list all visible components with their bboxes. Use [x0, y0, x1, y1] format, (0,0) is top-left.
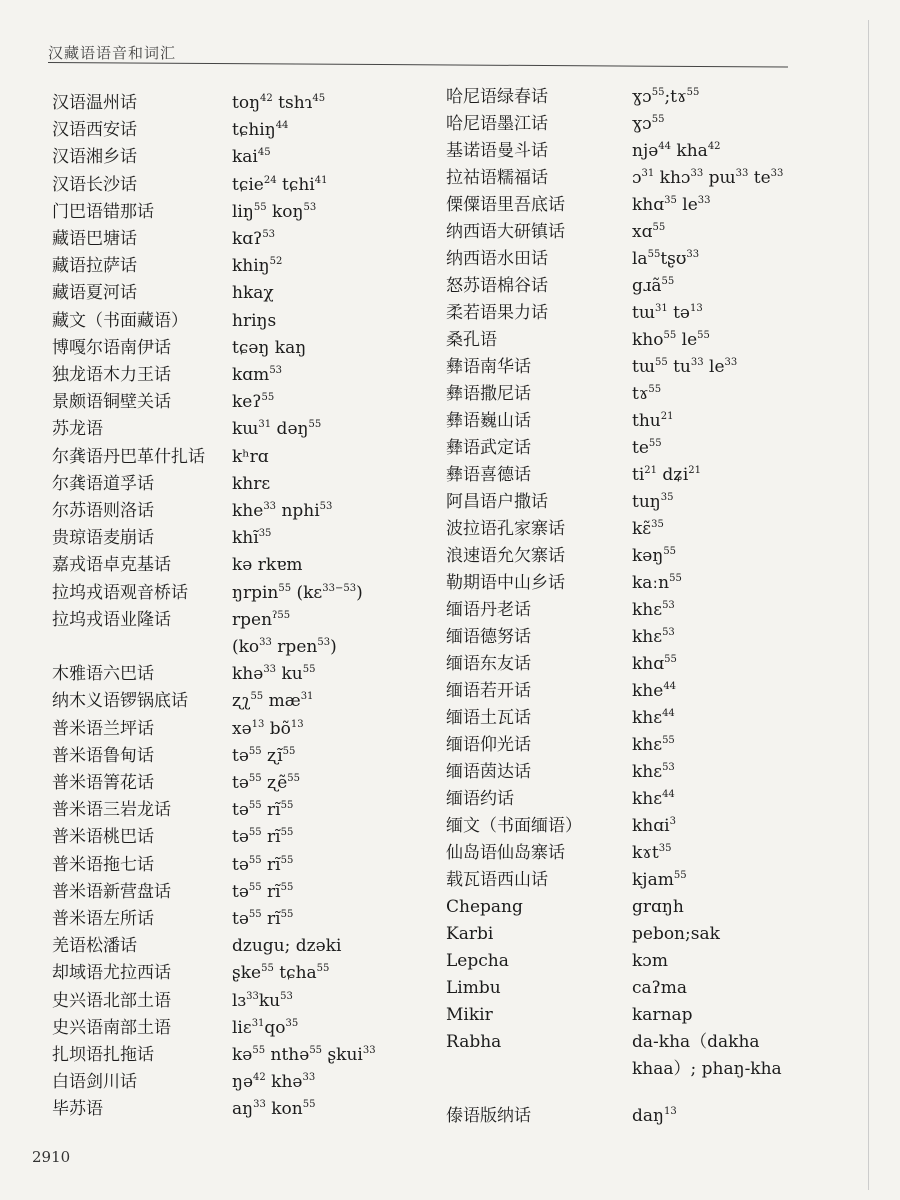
- phonetic-form: kɔm: [632, 951, 668, 971]
- phonetic-form: ŋrpin$^{55}$ (kɛ$^{33-53}$): [232, 582, 363, 603]
- phonetic-form: khe$^{33}$ nphi$^{53}$: [232, 501, 333, 521]
- language-label: 普米语左所话: [52, 909, 154, 929]
- phonetic-form: kai$^{45}$: [232, 147, 271, 168]
- phonetic-form: khɛ$^{55}$: [632, 735, 675, 755]
- phonetic-form: khɛ$^{53}$: [632, 627, 675, 647]
- language-label: 缅语东友话: [446, 654, 531, 674]
- phonetic-form: kɤt$^{35}$: [632, 843, 672, 863]
- phonetic-form: khɛ$^{53}$: [632, 600, 675, 620]
- phonetic-form: kaːn$^{55}$: [632, 573, 682, 593]
- language-label: 缅语仰光话: [446, 735, 531, 755]
- language-label: 缅语若开话: [446, 681, 531, 701]
- language-label: 汉语湘乡话: [52, 147, 137, 168]
- language-label: 博嘎尔语南伊话: [52, 337, 171, 358]
- language-label: Limbu: [446, 978, 501, 998]
- phonetic-form: ʂke$^{55}$ tɕha$^{55}$: [232, 963, 330, 984]
- language-label: 缅文（书面缅语）: [446, 816, 582, 836]
- language-label: 汉语温州话: [52, 93, 137, 113]
- phonetic-form: khɛ$^{53}$: [632, 762, 675, 782]
- phonetic-form: ʐʅ$^{55}$ $mæ^{31}$: [232, 691, 314, 712]
- page-number: 2910: [32, 1148, 71, 1166]
- language-label: 尔苏语则洛话: [52, 501, 154, 521]
- phonetic-form: kəŋ$^{55}$: [632, 546, 677, 566]
- language-label: 柔若语果力话: [446, 303, 548, 323]
- phonetic-form: kɑʔ$^{53}$: [232, 229, 276, 249]
- phonetic-form: keʔ$^{55}$: [232, 392, 275, 413]
- language-label: 藏文（书面藏语）: [52, 310, 188, 331]
- phonetic-form: tə$^{55}$ $rĩ^{55}$: [232, 854, 294, 875]
- phonetic-form: hkaχ: [232, 283, 274, 304]
- language-label: 白语剑川话: [52, 1072, 137, 1093]
- phonetic-form: thu$^{21}$: [632, 411, 674, 431]
- phonetic-form: khɑ$^{35}$ $le^{33}$: [632, 195, 711, 215]
- page-edge: [868, 20, 869, 1190]
- language-label: 彝语巍山话: [446, 411, 531, 431]
- language-label: 门巴语错那话: [52, 201, 154, 222]
- language-label: 却域语尤拉西话: [52, 963, 171, 984]
- phonetic-form: khĩ$^{35}$: [232, 528, 272, 549]
- phonetic-form: tə$^{55}$ $rĩ^{55}$: [232, 881, 294, 902]
- phonetic-form: tə$^{55}$ $rĩ^{55}$: [232, 827, 294, 848]
- language-label: 普米语兰坪话: [52, 718, 154, 739]
- phonetic-form: $aŋ^{33}$ kon$^{55}$: [232, 1099, 316, 1120]
- phonetic-form: rpen$^{ʔ55}$: [232, 609, 291, 630]
- language-label: 苏龙语: [52, 419, 103, 440]
- language-label: Mikir: [446, 1005, 493, 1025]
- language-label: 普米语新营盘话: [52, 881, 171, 902]
- phonetic-form: tɯ$^{31}$ tə$^{13}$: [632, 303, 703, 323]
- phonetic-form: caʔma: [632, 978, 688, 998]
- phonetic-form: gɹã$^{55}$: [632, 276, 675, 296]
- phonetic-form: khe$^{44}$: [632, 681, 677, 701]
- phonetic-form: xə$^{13}$ $bõ^{13}$: [232, 718, 304, 739]
- header-rule: [48, 62, 788, 68]
- phonetic-form: $liɛ^{31}qo^{35}$: [232, 1017, 299, 1038]
- language-label: 独龙语木力王话: [52, 365, 171, 385]
- language-label: 彝语武定话: [446, 438, 531, 458]
- phonetic-form: da-kha（dakha: [632, 1032, 760, 1052]
- language-label: 彝语撒尼话: [446, 384, 531, 404]
- phonetic-form: tə$^{55}$ $rĩ^{55}$: [232, 909, 294, 929]
- phonetic-form: tɯ$^{55}$ $tu^{33}$ $le^{33}$: [632, 357, 738, 377]
- language-label: 勒期语中山乡话: [446, 573, 565, 593]
- language-label: 尔龚语丹巴革什扎话: [52, 446, 205, 467]
- language-label: 哈尼语墨江话: [446, 114, 548, 134]
- language-label: 普米语箐花话: [52, 773, 154, 793]
- language-label: Lepcha: [446, 951, 509, 971]
- phonetic-form: hriŋs: [232, 310, 277, 331]
- phonetic-form: kɯ$^{31}$ dəŋ$^{55}$: [232, 419, 322, 440]
- language-label: 羌语松潘话: [52, 936, 137, 957]
- language-label: 怒苏语棉谷话: [446, 276, 548, 296]
- phonetic-form: toŋ$^{42}$ tshɿ$^{45}$: [232, 93, 326, 113]
- language-label: 傈僳语里吾底话: [446, 195, 565, 215]
- phonetic-form: $la^{55}tʂʊ^{33}$: [632, 249, 700, 269]
- language-label: 尔龚语道孚话: [52, 473, 154, 494]
- phonetic-form: khɛ$^{44}$: [632, 789, 675, 809]
- phonetic-form: tɤ$^{55}$: [632, 384, 662, 404]
- phonetic-form: ɣɔ$^{55}$;tɤ$^{55}$: [632, 87, 700, 107]
- language-label: 拉祜语糯福话: [446, 168, 548, 188]
- phonetic-form: kə$^{55}$ nthə$^{55}$ ʂkui$^{33}$: [232, 1045, 376, 1065]
- language-label: 拉坞戎语业隆话: [52, 609, 171, 630]
- language-label: 汉语西安话: [52, 120, 137, 141]
- phonetic-form: khɑi$^3$: [632, 816, 676, 836]
- language-label: 普米语三岩龙话: [52, 800, 171, 821]
- phonetic-form: kjam$^{55}$: [632, 870, 687, 890]
- language-label: 史兴语北部土语: [52, 990, 171, 1011]
- language-label: 基诺语曼斗话: [446, 141, 548, 161]
- phonetic-form: kho$^{55}$ $le^{55}$: [632, 330, 710, 350]
- phonetic-form: xɑ$^{55}$: [632, 222, 666, 242]
- language-label: 普米语拖七话: [52, 854, 154, 875]
- language-label: 藏语巴塘话: [52, 229, 137, 249]
- running-header: 汉藏语语音和词汇: [48, 44, 177, 62]
- phonetic-form: tuŋ$^{35}$: [632, 492, 674, 512]
- language-label: 波拉语孔家寨话: [446, 519, 565, 539]
- phonetic-form: kʰrɑ: [232, 446, 269, 467]
- phonetic-form: tə$^{55}$ ʐĩ$^{55}$: [232, 745, 296, 766]
- language-label: 桑孔语: [446, 330, 497, 350]
- language-label: 缅语茵达话: [446, 762, 531, 782]
- phonetic-form: ($ko^{33}$ rpen$^{53}$): [232, 637, 337, 657]
- phonetic-form: tə$^{55}$ $rĩ^{55}$: [232, 800, 294, 821]
- language-label: 彝语喜德话: [446, 465, 531, 485]
- phonetic-form: tɕhiŋ$^{44}$: [232, 120, 289, 141]
- language-label: 藏语夏河话: [52, 283, 137, 304]
- language-label: 纳木义语锣锅底话: [52, 691, 188, 712]
- language-label: 扎坝语扎拖话: [52, 1045, 154, 1065]
- language-label: 缅语约话: [446, 789, 514, 809]
- language-label: 缅语德努话: [446, 627, 531, 647]
- language-label: 彝语南华话: [446, 357, 531, 377]
- phonetic-form: liŋ$^{55}$ koŋ$^{53}$: [232, 201, 317, 222]
- phonetic-form: tə$^{55}$ ʐẽ$^{55}$: [232, 773, 300, 793]
- phonetic-form: njə$^{44}$ kha$^{42}$: [632, 141, 721, 161]
- phonetic-form: ɔ$^{31}$ khɔ$^{33}$ pɯ$^{33}$ $te^{33}$: [632, 168, 784, 188]
- language-label: 拉坞戎语观音桥话: [52, 582, 188, 603]
- phonetic-form: kə rkɐm: [232, 555, 303, 576]
- language-label: 嘉戎语卓克基话: [52, 555, 171, 576]
- phonetic-form: tɕəŋ kaŋ: [232, 337, 307, 358]
- language-label: 载瓦语西山话: [446, 870, 548, 890]
- language-label: 纳西语水田话: [446, 249, 548, 269]
- phonetic-form: khiŋ$^{52}$: [232, 256, 283, 277]
- phonetic-form: ŋə$^{42}$ khə$^{33}$: [232, 1072, 316, 1093]
- language-label: 缅语丹老话: [446, 600, 531, 620]
- language-label: 浪速语允欠寨话: [446, 546, 565, 566]
- language-label: 贵琼语麦崩话: [52, 528, 154, 549]
- phonetic-form: khrɛ: [232, 473, 271, 494]
- language-label: 木雅语六巴话: [52, 664, 154, 685]
- language-label: 哈尼语绿春话: [446, 87, 548, 107]
- phonetic-form: khə$^{33}$ $ku^{55}$: [232, 664, 316, 685]
- phonetic-form: ɣɔ$^{55}$: [632, 114, 665, 134]
- phonetic-form: $te^{55}$: [632, 438, 662, 458]
- language-label: 景颇语铜壁关话: [52, 392, 171, 413]
- language-label: 史兴语南部土语: [52, 1017, 171, 1038]
- language-label: 缅语土瓦话: [446, 708, 531, 728]
- phonetic-form: $ti^{21}$ dʑi$^{21}$: [632, 465, 701, 485]
- language-label: 纳西语大研镇话: [446, 222, 565, 242]
- phonetic-form: grɑŋh: [632, 897, 684, 917]
- phonetic-form: kɛ̃$^{35}$: [632, 519, 664, 539]
- phonetic-form: karnap: [632, 1005, 693, 1025]
- language-label: 普米语鲁甸话: [52, 745, 154, 766]
- phonetic-form: pebon;sak: [632, 924, 720, 944]
- language-label: 藏语拉萨话: [52, 256, 137, 277]
- phonetic-form: $lɜ^{33}ku^{53}$: [232, 990, 293, 1011]
- language-label: Rabha: [446, 1032, 502, 1052]
- phonetic-form: dzugu; dzəki: [232, 936, 342, 957]
- phonetic-form: khaa）; phaŋ-kha: [632, 1059, 782, 1079]
- language-label: 阿昌语户撒话: [446, 492, 548, 512]
- language-label: 仙岛语仙岛寨话: [446, 843, 565, 863]
- language-label: Chepang: [446, 897, 523, 917]
- phonetic-form: tɕie$^{24}$ tɕhi$^{41}$: [232, 174, 328, 195]
- language-label: 毕苏语: [52, 1099, 103, 1120]
- language-label: Karbi: [446, 924, 494, 944]
- language-label: 傣语版纳话: [446, 1106, 531, 1126]
- phonetic-form: khɛ$^{44}$: [632, 708, 675, 728]
- language-label: 汉语长沙话: [52, 174, 137, 195]
- phonetic-form: kɑm$^{53}$: [232, 365, 283, 385]
- phonetic-form: khɑ$^{55}$: [632, 654, 677, 674]
- language-label: 普米语桃巴话: [52, 827, 154, 848]
- phonetic-form: daŋ$^{13}$: [632, 1106, 677, 1126]
